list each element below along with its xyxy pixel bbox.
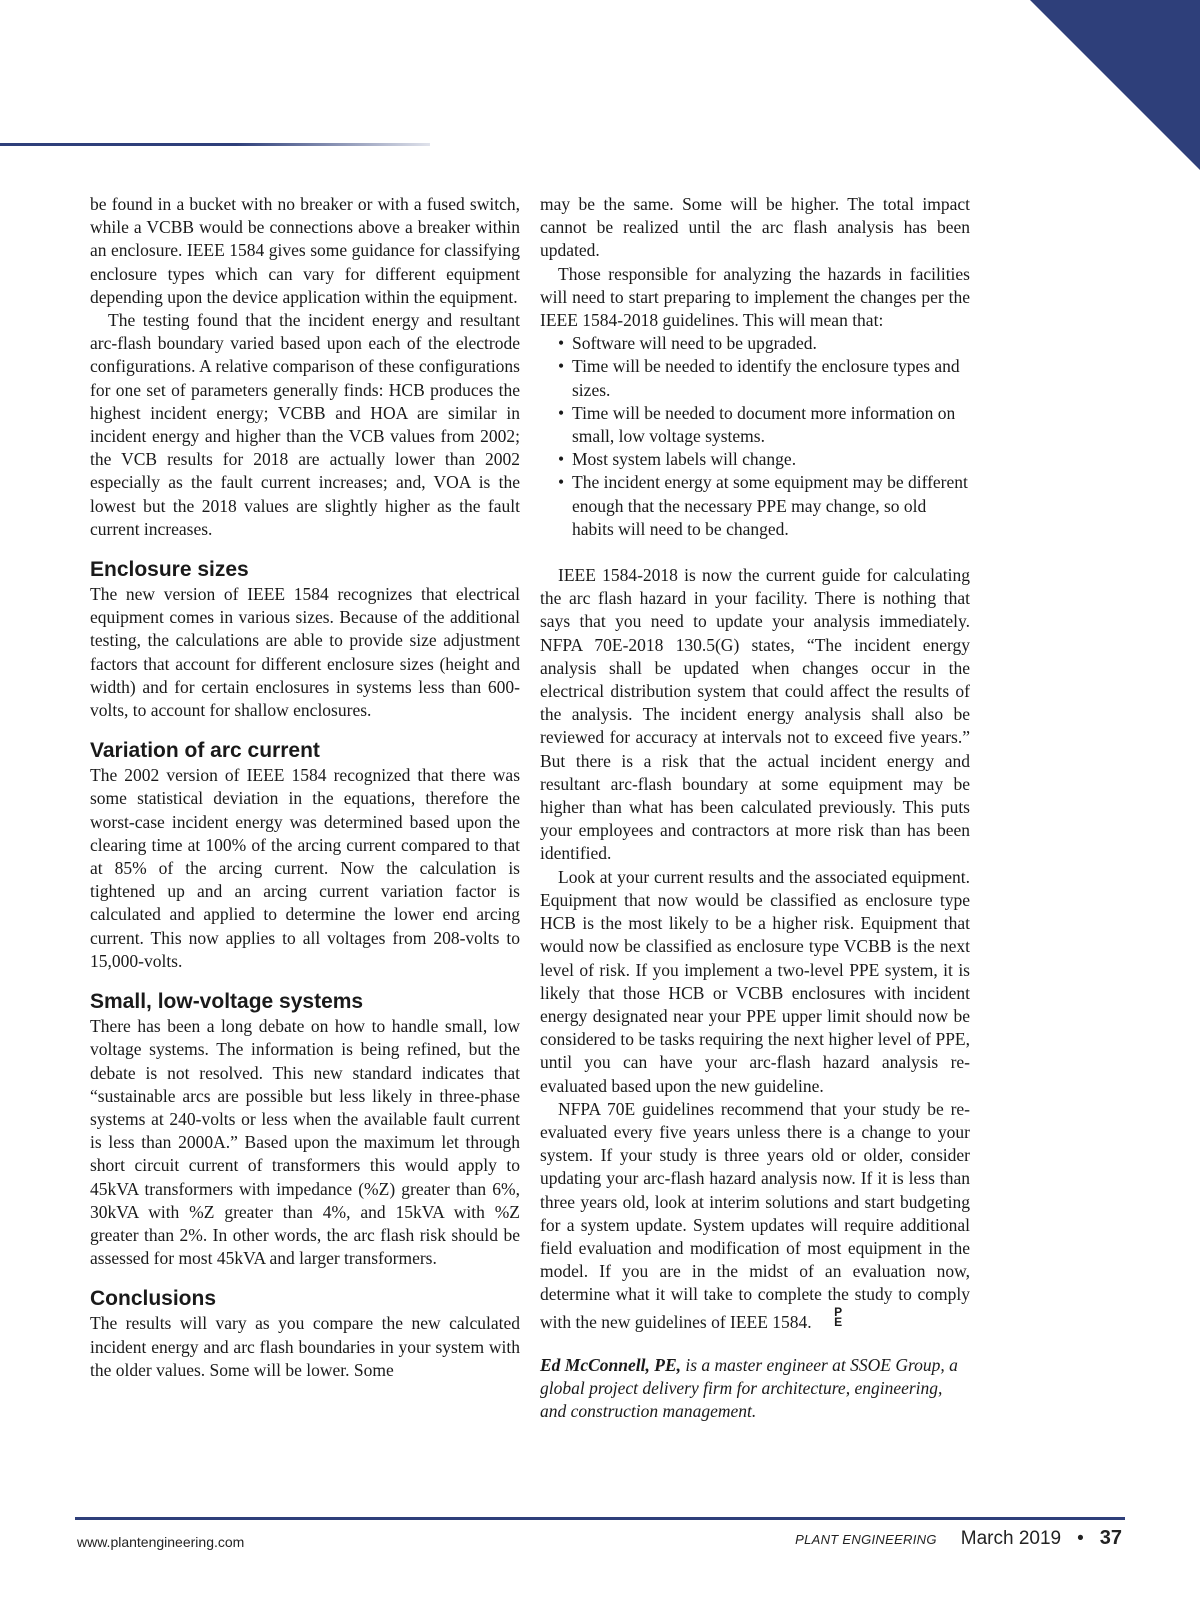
- paragraph: IEEE 1584-2018 is now the current guide for calculating the arc flash hazard in your facility. There is nothing that says that you need to update your analysis immediately. NFPA 70E-2018 130.5(G) states, “The incident energy analysis shall be updated when changes occur in the electrical distribution system that could affect the results of the analysis. The incident energy analysis shall also be reviewed for accuracy at intervals not to exceed five years.” But there is a risk that the actual incident energy and resultant arc-flash boundary at some equipment may be higher than what has been calculated previously. This puts your employees and contractors at more risk than has been identified.: [540, 565, 970, 864]
- author-name: Ed McConnell, PE,: [540, 1354, 681, 1375]
- list-item: • Time will be needed to identify the enclosure types and sizes.: [558, 356, 960, 400]
- section-heading-enclosure-sizes: Enclosure sizes: [90, 558, 249, 582]
- separator-dot: •: [1077, 1528, 1084, 1549]
- paragraph: NFPA 70E guidelines recommend that your study be re-evaluated every five years unless there is a change to your system. If your study is three years old or older, consider updating your arc-flash hazard analysis now. If it is less than three years old, look at interim solutions and start budgeting for a system update. System updates will require additional field evaluation and modification of most equipment in the model. If you are in the midst of an evaluation now, determine what it will take to complete the study to comply with the new guidelines of IEEE 1584. P E: [540, 1098, 970, 1332]
- bullet-icon: •: [558, 449, 565, 470]
- paragraph: Look at your current results and the associated equipment. Equipment that now would be classified as enclosure type HCB is the most likely to be a higher risk. Equipment that would now be classified as enclosure type VCBB is the next level of risk. If you implement a two-level PPE system, it is likely that those HCB or VCBB enclosures with incident energy designated near your PPE upper limit should now be considered to be tasks requiring the next higher level of PPE, until you can have your arc-flash hazard analysis re-evaluated based upon the new guideline.: [540, 866, 970, 1096]
- page-number: 37: [1099, 1527, 1122, 1549]
- bullet-icon: •: [558, 356, 565, 377]
- section-heading-variation-of-arc-current: Variation of arc current: [90, 739, 320, 763]
- issue-date: March 2019: [960, 1528, 1062, 1549]
- list-item: • Software will need to be upgraded.: [558, 332, 970, 355]
- list-item: • Time will be needed to document more information on small, low voltage systems.: [558, 402, 956, 447]
- footer-info: [795, 1527, 1122, 1550]
- paragraph: The new version of IEEE 1584 recognizes that electrical equipment comes in various sizes. Because of the additional testing, the calculations are able to provide size adjustment factors that account for different enclosure sizes (height and width) and for certain enclosures in systems less than 600-volts, to account for shallow enclosures.: [90, 584, 520, 721]
- paragraph: The results will vary as you compare the new calculated incident energy and arc flash boundaries in your system with the older values. Some will be lower. Some: [90, 1313, 520, 1380]
- top-divider: [0, 143, 430, 146]
- pe-end-mark-icon: P E: [834, 1304, 843, 1329]
- corner-accent-triangle: [1030, 0, 1200, 170]
- paragraph: The 2002 version of IEEE 1584 recognized that there was some statistical deviation in the equations, therefore the worst-case incident energy was determined based upon the clearing time at 100% of the arcing current compared to that at 85% of the arcing current. Now the calculation is tightened up and an arcing current variation factor is calculated and applied to determine the lower end arcing current. This now applies to all voltages from 208-volts to 15,000-volts.: [90, 765, 520, 971]
- magazine-name: PLANT ENGINEERING: [795, 1532, 937, 1547]
- paragraph: may be the same. Some will be higher. The total impact cannot be realized until the arc flash analysis has been updated.: [540, 194, 970, 261]
- list-item: • The incident energy at some equipment may be different enough that the necessary PPE may change, so old habits will need to be changed.: [558, 472, 968, 539]
- left-column: [90, 193, 520, 1382]
- bullet-icon: •: [558, 402, 565, 423]
- paragraph: Those responsible for analyzing the hazards in facilities will need to start preparing to implement the changes per the IEEE 1584-2018 guidelines. This will mean that:: [540, 263, 970, 331]
- bullet-icon: •: [558, 333, 565, 354]
- author-bio: Ed McConnell, PE, is a master engineer at SSOE Group, a global project delivery firm for architecture, engineering, and construction management.: [540, 1354, 958, 1422]
- section-heading-conclusions: Conclusions: [90, 1287, 217, 1311]
- list-item: • Most system labels will change.: [558, 448, 970, 471]
- section-heading-small-low-voltage-systems: Small, low-voltage systems: [90, 990, 364, 1014]
- footer-url[interactable]: www.plantengineering.com: [77, 1534, 245, 1550]
- paragraph: There has been a long debate on how to handle small, low voltage systems. The information is being refined, but the debate is not resolved. This new standard indicates that “sustainable arcs are possible but less likely in three-phase systems at 240-volts or less when the available fault current is less than 2000A.” Based upon the maximum let through short circuit current of transformers this would apply to 45kVA transformers with impedance (%Z) greater than 6%, 30kVA with %Z greater than 4%, and 15kVA with %Z greater than 2%. In other words, the arc flash risk should be assessed for most 45kVA and larger transformers.: [90, 1016, 520, 1269]
- paragraph: be found in a bucket with no breaker or with a fused switch, while a VCBB would be connections above a breaker within an enclosure. IEEE 1584 gives some guidance for classifying enclosure types which can vary for different equipment depending upon the device application within the equipment.: [90, 194, 520, 307]
- footer-divider: [75, 1517, 1125, 1520]
- bullet-list: [540, 332, 970, 541]
- right-column: [540, 193, 970, 1423]
- bullet-icon: •: [558, 472, 565, 493]
- paragraph: The testing found that the incident energy and resultant arc-flash boundary varied based upon each of the electrode configurations. A relative comparison of these configurations for one set of parameters generally finds: HCB produces the highest incident energy; VCBB and HOA are similar in incident energy and higher than the VCB values from 2002; the VCB results for 2018 are actually lower than 2002 especially as the fault current increases; and, VOA is the lowest but the 2018 values are slightly higher as the fault current increases.: [90, 310, 520, 539]
